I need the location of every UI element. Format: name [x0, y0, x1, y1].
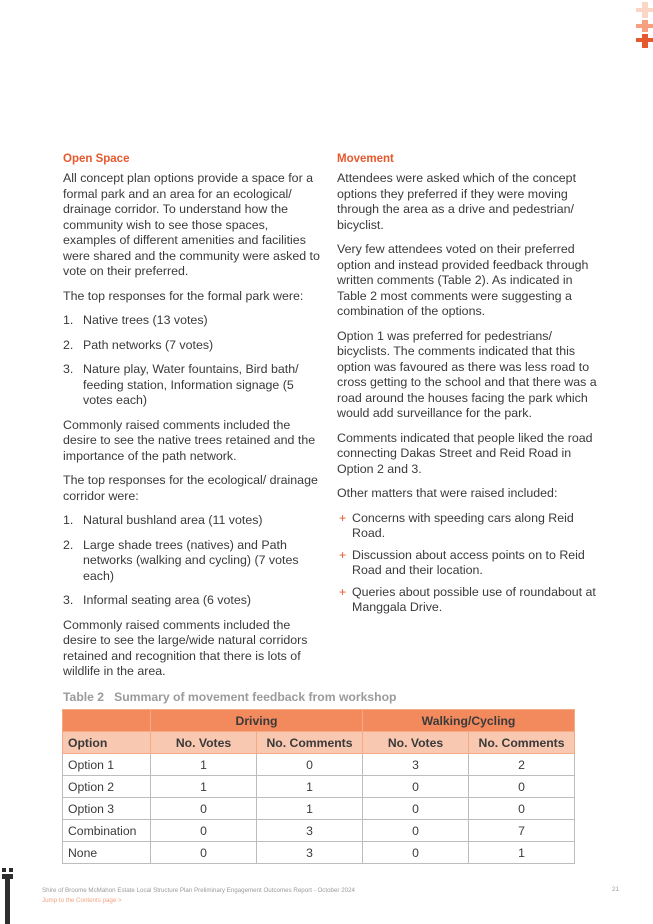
list-number: 2. [63, 337, 74, 352]
table-cell: Option 1 [63, 754, 151, 776]
list-number: 3. [63, 593, 74, 607]
footer-report-title: Shire of Broome McMahon Estate Local Structure Plan Preliminary Engagement Outcomes Report - October 2024 [42, 887, 355, 894]
table-cell: 0 [363, 776, 469, 798]
plus-bullet-icon: + [339, 584, 347, 599]
movement-section [337, 152, 597, 622]
paragraph: Option 1 was preferred for pedestrians/ bicyclists. The comments indicated that this option was favoured as there was less road to cross getting to the school and that there was a road around the houses facing the park which would add surveillance for the park. [337, 328, 597, 420]
table-group-header-row [63, 710, 575, 732]
list-item-text: Nature play, Water fountains, Bird bath/ feeding station, Information signage (5 votes each) [83, 362, 299, 407]
table-header-cell: No. Comments [257, 732, 363, 754]
table-header-cell: Option [63, 732, 151, 754]
paragraph: Commonly raised comments included the desire to see the native trees retained and the importance of the path network. [63, 417, 316, 463]
table-cell: Option 3 [63, 798, 151, 820]
table-cell: 0 [363, 820, 469, 842]
page-footer [42, 886, 355, 906]
list-item-text: Concerns with speeding cars along Reid Road. [352, 510, 574, 540]
table-header-cell: No. Comments [469, 732, 575, 754]
table-header-cell: No. Votes [151, 732, 257, 754]
list-number: 3. [63, 362, 74, 376]
table-header-row [63, 732, 575, 754]
table-cell: 0 [151, 798, 257, 820]
table-cell: 0 [151, 842, 257, 864]
list-item [63, 593, 321, 609]
list-item-text: Discussion about access points on to Reid Road and their location. [352, 547, 585, 577]
other-matters-list [337, 511, 597, 616]
table-row [63, 798, 575, 820]
table-cell: 0 [151, 820, 257, 842]
paragraph: Other matters that were raised included: [337, 486, 558, 500]
table-cell: 1 [257, 798, 363, 820]
paragraph: All concept plan options provide a space for a formal park and an area for an ecological/ drainage corridor. To understand how the community wish to see those spaces, examples of different amenities and facilities were shared and the community were asked to vote on their preferred. [63, 171, 320, 278]
corridor-list [63, 513, 321, 609]
table-cell: 0 [469, 776, 575, 798]
table-caption [63, 690, 397, 704]
list-item [337, 585, 597, 616]
list-item-text: Natural bushland area (11 votes) [83, 513, 263, 527]
table-cell: 0 [469, 798, 575, 820]
list-item-text: Large shade trees (natives) and Path networks (walking and cycling) (7 votes each) [83, 537, 299, 583]
table-cell: 2 [469, 754, 575, 776]
list-item [63, 338, 321, 354]
table-cell: 3 [257, 842, 363, 864]
table-cell: 1 [469, 842, 575, 864]
table-group-header [63, 710, 151, 732]
table-cell: 7 [469, 820, 575, 842]
table-group-header-walking-cycling: Walking/Cycling [363, 710, 575, 732]
list-item [63, 538, 321, 585]
list-item [63, 513, 321, 529]
paragraph: Attendees were asked which of the concept options they preferred if they were moving through the area as a drive and pedestrian/ bicyclist. [337, 171, 577, 232]
plus-bullet-icon: + [339, 510, 347, 525]
table-cell: 0 [363, 798, 469, 820]
list-item-text: Native trees (13 votes) [83, 313, 208, 327]
paragraph: Very few attendees voted on their preferred option and instead provided feedback through written comments (Table 2). As indicated in Table 2 most comments were suggesting a combination of the options. [337, 242, 589, 318]
list-item [337, 548, 597, 579]
table-cell: 3 [257, 820, 363, 842]
table-header-cell: No. Votes [363, 732, 469, 754]
section-heading-movement: Movement [337, 153, 394, 165]
contents-link[interactable]: Jump to the Contents page > [42, 897, 122, 904]
table-cell: 0 [363, 842, 469, 864]
table-cell: 1 [151, 776, 257, 798]
table-row [63, 776, 575, 798]
list-item-text: Informal seating area (6 votes) [83, 593, 252, 607]
list-number: 2. [63, 537, 74, 552]
list-item-text: Queries about possible use of roundabout at Manggala Drive. [352, 584, 596, 614]
table-caption-text: Summary of movement feedback from workshop [114, 690, 397, 704]
table-cell: 1 [257, 776, 363, 798]
list-item [337, 511, 597, 542]
table-cell: None [63, 842, 151, 864]
movement-feedback-table [62, 709, 575, 864]
table-cell: 0 [257, 754, 363, 776]
table-label: Table 2 [63, 690, 105, 704]
paragraph: Comments indicated that people liked the road connecting Dakas Street and Reid Road in Option 2 and 3. [337, 430, 593, 476]
table-cell: Combination [63, 820, 151, 842]
table-group-header-driving: Driving [151, 710, 363, 732]
plus-bullet-icon: + [339, 547, 347, 562]
list-item [63, 362, 321, 409]
page-number: 21 [612, 886, 619, 893]
paragraph: Commonly raised comments included the desire to see the large/wide natural corridors retained and recognition that there is lots of wildlife in the area. [63, 617, 308, 678]
section-heading-open-space: Open Space [63, 153, 130, 165]
brand-logo-bottom [0, 868, 16, 924]
list-item [63, 313, 321, 329]
table-cell: Option 2 [63, 776, 151, 798]
list-number: 1. [63, 313, 74, 327]
table-row [63, 842, 575, 864]
table-row [63, 754, 575, 776]
brand-logo-corner [636, 2, 653, 48]
table-row [63, 820, 575, 842]
formal-park-list [63, 313, 321, 409]
table-cell: 1 [151, 754, 257, 776]
paragraph: The top responses for the ecological/ drainage corridor were: [63, 473, 318, 503]
open-space-section [63, 152, 321, 689]
list-number: 1. [63, 513, 74, 527]
paragraph: The top responses for the formal park were: [63, 288, 304, 303]
table-cell: 3 [363, 754, 469, 776]
list-item-text: Path networks (7 votes) [83, 337, 214, 352]
